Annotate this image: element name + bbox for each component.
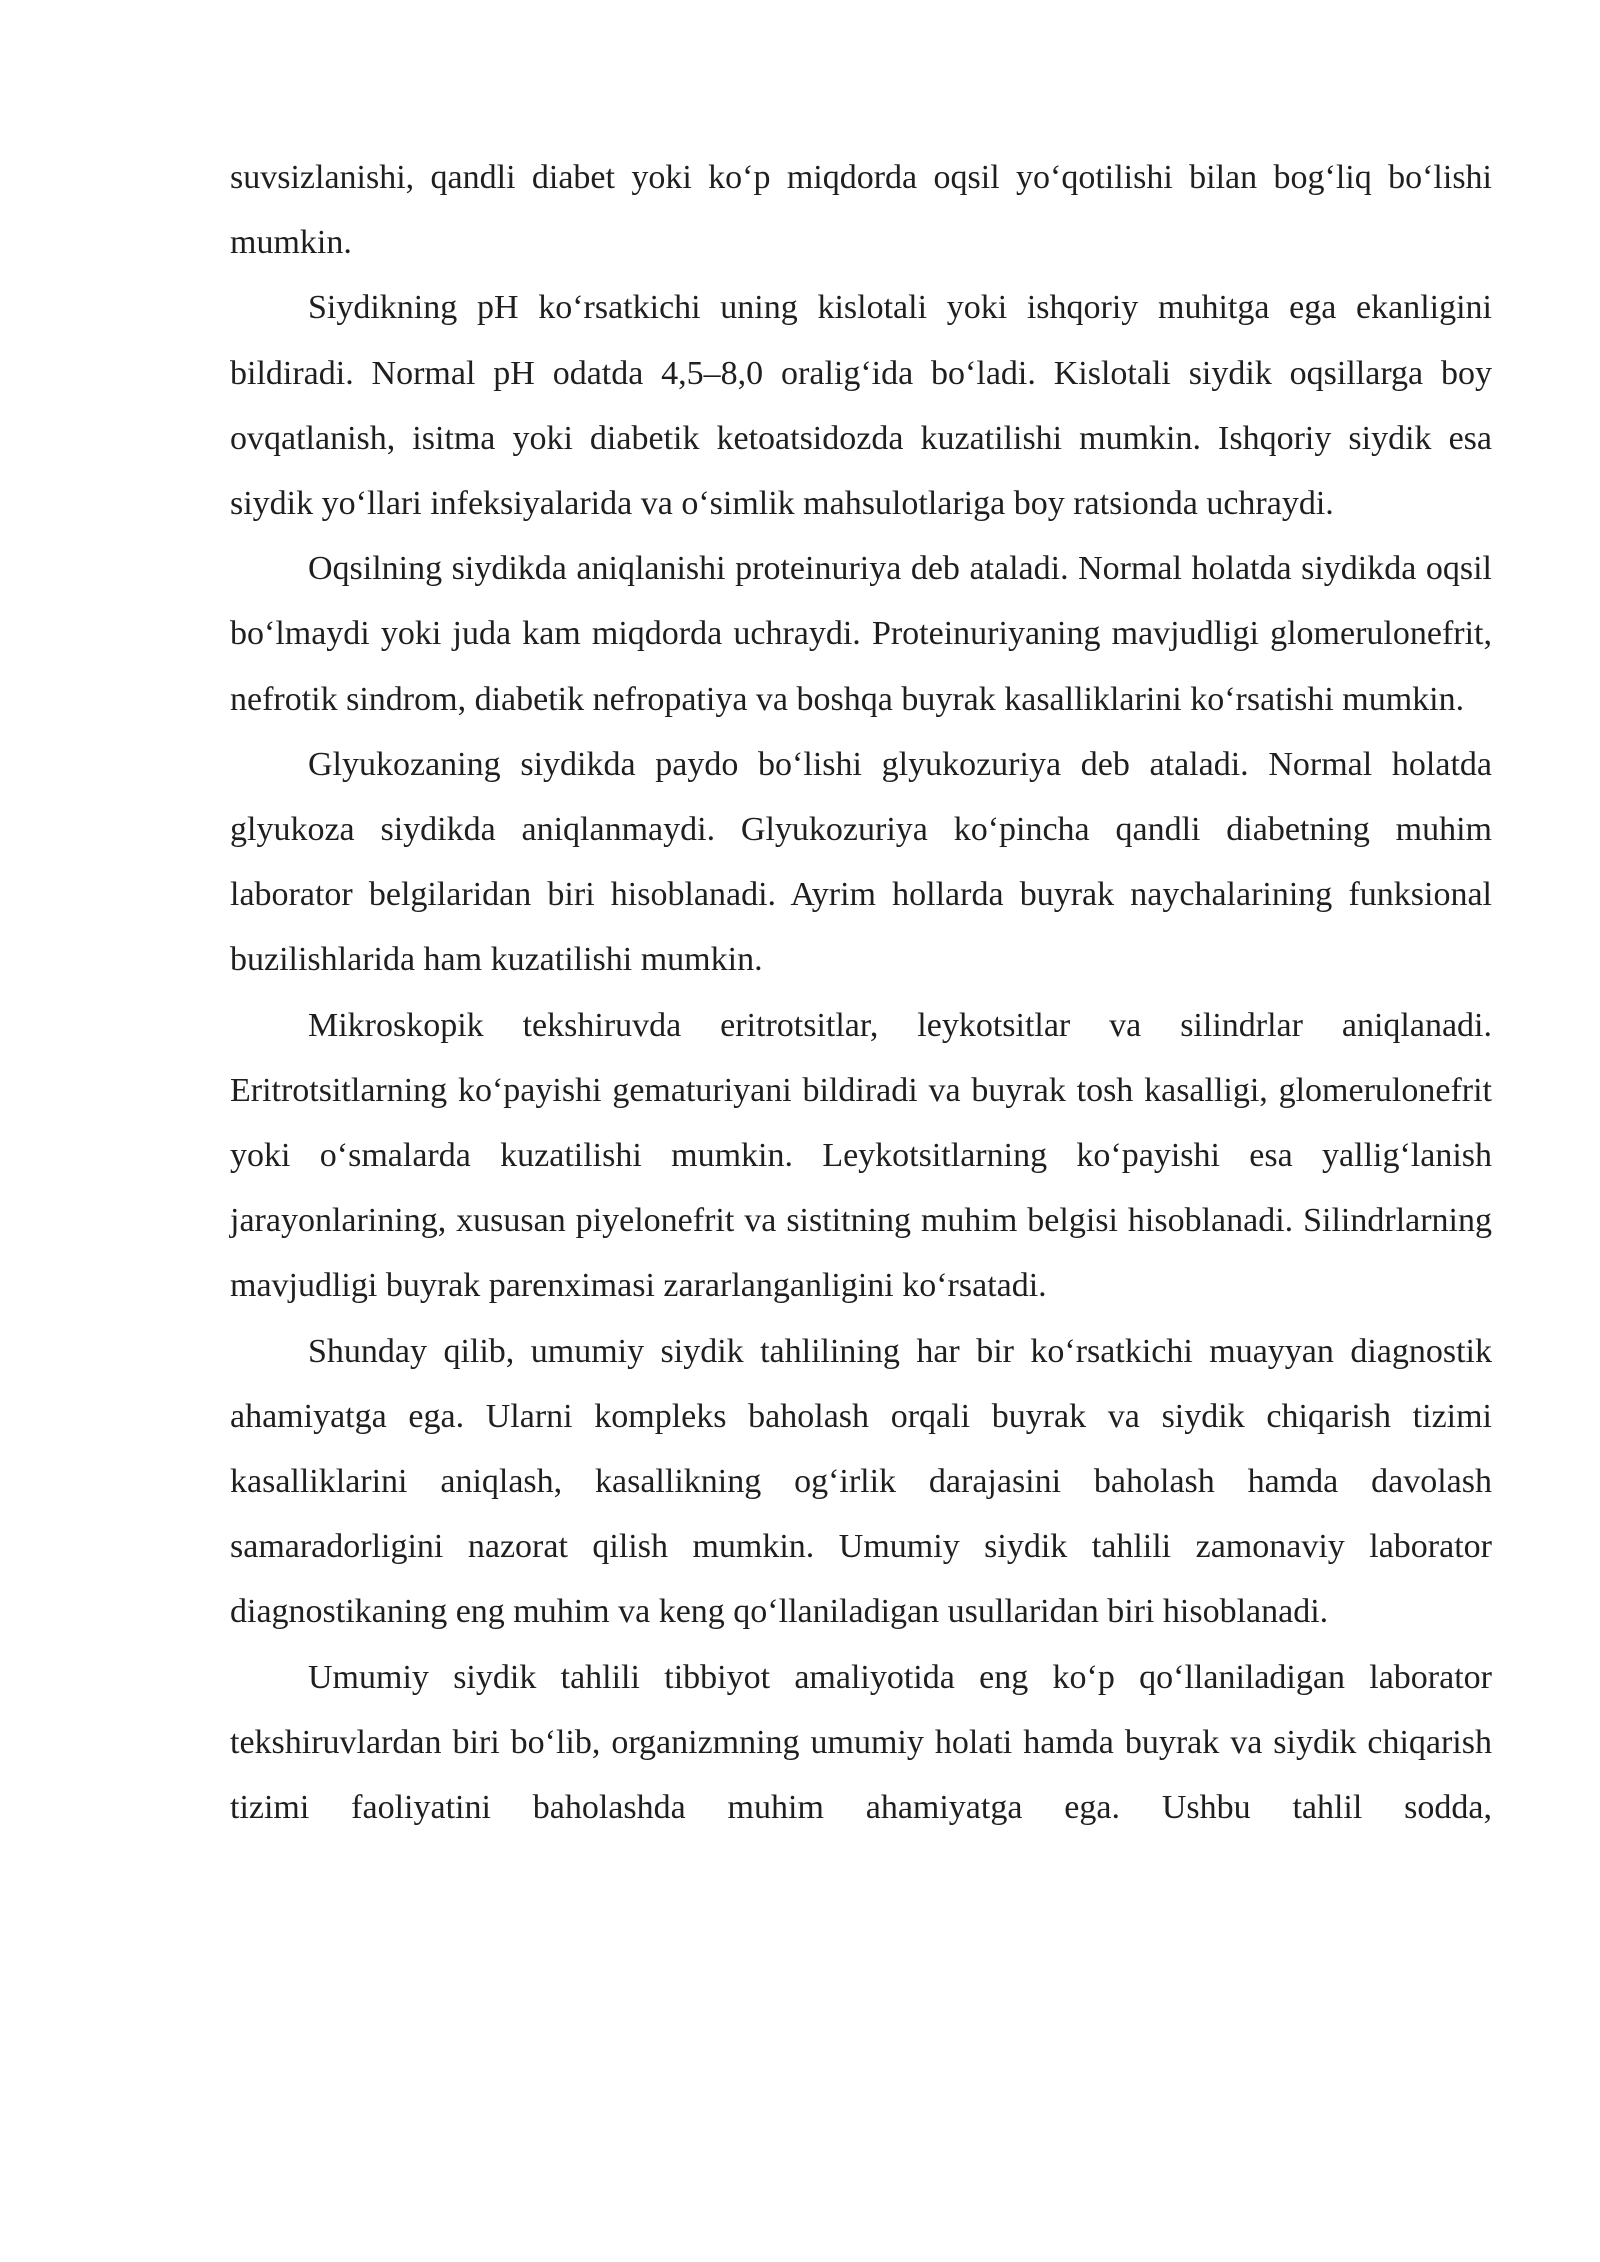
paragraph-general-urinalysis: Umumiy siydik tahlili tibbiyot amaliyotida eng koʻp qoʻllaniladigan laborator tekshiruvlardan biri boʻlib, organizmning umumiy holati hamda buyrak va siydik chiqarish tizimi faoliyatini baholashda muhim ahamiyatga ega. Ushbu tahlil sodda, [230,1658,1492,1827]
paragraph-microscopy: Mikroskopik tekshiruvda eritrotsitlar, leykotsitlar va silindrlar aniqlanadi. Eritrotsitlarning koʻpayishi gematuriyani bildiradi va buyrak tosh kasalligi, glomerulonefrit yoki oʻsmalarda kuzatilishi mumkin. Leykotsitlarning koʻpayishi esa yalligʻlanish jarayonlarining, xususan piyelonefrit va sistitning muhim belgisi hisoblanadi. Silindrlarning mavjudligi buyrak parenximasi zararlanganligini koʻrsatadi. [230,1006,1492,1305]
paragraph-glucosuria: Glyukozaning siydikda paydo boʻlishi glyukozuriya deb ataladi. Normal holatda glyukoza siydikda aniqlanmaydi. Glyukozuriya koʻpincha qandli diabetning muhim laborator belgilaridan biri hisoblanadi. Ayrim hollarda buyrak naychalarining funksional buzilishlarida ham kuzatilishi mumkin. [230,745,1492,979]
paragraph-proteinuria: Oqsilning siydikda aniqlanishi proteinuriya deb ataladi. Normal holatda siydikda oqsil boʻlmaydi yoki juda kam miqdorda uchraydi. Proteinuriyaning mavjudligi glomerulonefrit, nefrotik sindrom, diabetik nefropatiya va boshqa buyrak kasalliklarini koʻrsatishi mumkin. [230,550,1492,718]
paragraph-urine-ph: Siydikning pH koʻrsatkichi uning kislotali yoki ishqoriy muhitga ega ekanligini bildiradi. Normal pH odatda 4,5–8,0 oraligʻida boʻladi. Kislotali siydik oqsillarga boy ovqatlanish, isitma yoki diabetik ketoatsidozda kuzatilishi mumkin. Ishqoriy siydik esa siydik yoʻllari infeksiyalarida va oʻsimlik mahsulotlariga boy ratsionda uchraydi. [230,289,1492,523]
document-page [230,145,1492,1840]
paragraph-dehydration-continuation: suvsizlanishi, qandli diabet yoki koʻp miqdorda oqsil yoʻqotilishi bilan bogʻliq boʻlishi mumkin. [230,159,1492,262]
paragraph-conclusion: Shunday qilib, umumiy siydik tahlilining har bir koʻrsatkichi muayyan diagnostik ahamiyatga ega. Ularni kompleks baholash orqali buyrak va siydik chiqarish tizimi kasalliklarini aniqlash, kasallikning ogʻirlik darajasini baholash hamda davolash samaradorligini nazorat qilish mumkin. Umumiy siydik tahlili zamonaviy laborator diagnostikaning eng muhim va keng qoʻllaniladigan usullaridan biri hisoblanadi. [230,1332,1492,1631]
